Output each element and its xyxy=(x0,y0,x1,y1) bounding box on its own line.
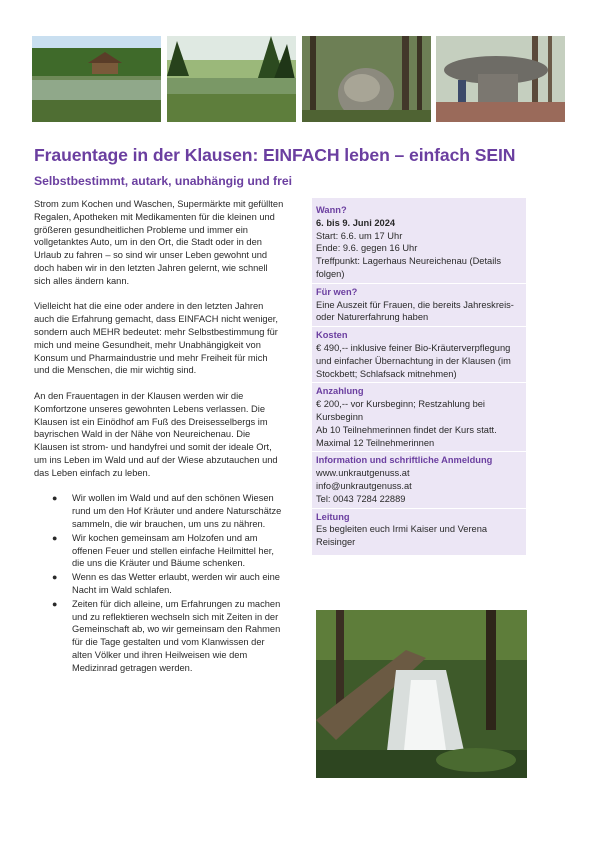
maximum-participants: Maximal 12 Teilnehmerinnen xyxy=(316,437,435,448)
list-item: ● Wir kochen gemeinsam am Holzofen und am offenen Feuer und stellen einfache Heilmittel her, die uns die Kräuter und Bäume schenken. xyxy=(52,532,274,569)
audience-text: Eine Auszeit für Frauen, die bereits Jahreskreis- oder Naturerfahrung haben xyxy=(316,299,514,323)
when-heading: Wann? xyxy=(316,205,347,215)
forest-pond-photo xyxy=(167,36,296,122)
minimum-participants: Ab 10 Teilnehmerinnen findet der Kurs statt. xyxy=(316,424,497,435)
deposit-text: € 200,-- vor Kursbeginn; Restzahlung bei Kursbeginn xyxy=(316,399,485,422)
header-photo-strip xyxy=(32,36,565,122)
intro-paragraph: Strom zum Kochen und Waschen, Supermärkte mit gefüllten Regalen, Apotheken mit Medikamenten für die kleinen und größeren gesundheitlichen Probleme und immer ein vollgetanktes Auto, um in den Ort, die Stadt oder in den Urlaub zu fahren – so sind wir unser Leben gewohnt und doch haben wir in den letzten Jahren gelernt, wie schnell sich alles ändern kann. xyxy=(34,199,284,286)
audience-section xyxy=(312,283,526,324)
audience-heading: Für wen? xyxy=(316,286,358,297)
rock-formation-photo xyxy=(436,36,565,122)
bullet-icon: ● xyxy=(52,598,58,609)
lake-farmhouse-photo xyxy=(32,36,161,122)
leaders-heading: Leitung xyxy=(316,511,350,522)
list-item: ● Wir wollen im Wald und auf den schönen Wiesen rund um den Hof Kräuter und andere Naturschätze sammeln, die wir brauchen, um uns zu nähren. xyxy=(52,493,282,529)
page-title: Frauentage in der Klausen: EINFACH leben – einfach SEIN xyxy=(34,145,516,165)
event-dates: 6. bis 9. Juni 2024 xyxy=(316,217,396,228)
website-link[interactable]: www.unkrautgenuss.at xyxy=(316,468,410,479)
start-time: Start: 6.6. um 17 Uhr xyxy=(316,230,403,241)
costs-section xyxy=(312,326,526,380)
info-box xyxy=(312,198,526,555)
bullet-icon: ● xyxy=(52,532,58,543)
boulder-forest-photo xyxy=(302,36,431,122)
meeting-point: Treffpunkt: Lagerhaus Neureichenau (Details folgen) xyxy=(316,256,502,279)
activity-list xyxy=(34,492,284,674)
leaders-text: Es begleiten euch Irmi Kaiser und Verena Reisinger xyxy=(316,524,488,548)
deposit-heading: Anzahlung xyxy=(316,386,364,397)
bullet-icon: ● xyxy=(52,493,58,504)
leaders-section xyxy=(312,508,526,549)
location-paragraph: An den Frauentagen in der Klausen werden wir die Komfortzone unseres gewohnten Lebens verlassen. Die Klausen ist ein Einödhof am Fuß des Dreisesselbergs im bayrischen Wald in der Nähe von Neureichenau. Die Klausen ist strom- und handyfrei und somit der ideale Ort, um ins Leben im Wald und auf der Wiese abzutauchen und das Leben einfach zu leben. xyxy=(34,390,278,478)
email-link[interactable]: info@unkrautgenuss.at xyxy=(316,480,412,491)
when-section xyxy=(312,204,526,281)
main-text-column xyxy=(34,198,284,675)
deposit-section xyxy=(312,382,526,449)
costs-heading: Kosten xyxy=(316,330,348,341)
waterfall-photo xyxy=(316,610,527,778)
registration-section xyxy=(312,451,526,505)
phone-number: Tel: 0043 7284 22889 xyxy=(316,493,406,504)
costs-text: € 490,-- inklusive feiner Bio-Kräuterverpflegung und einfacher Übernachtung in der Klausen (im Stockbett; Schlafsack mitnehmen) xyxy=(316,342,511,379)
bullet-icon: ● xyxy=(52,572,58,583)
list-item: ● Zeiten für dich alleine, um Erfahrungen zu machen und zu reflektieren wechseln sich mit Zeiten in der Gemeinschaft ab, wo wir gemeinsam den Rahmen für die Tage gestalten und vom Klanwissen der alten Völker und ihren Heilweisen wie dem Medizinrad getragen werden. xyxy=(52,598,281,673)
end-time: Ende: 9.6. gegen 16 Uhr xyxy=(316,243,418,254)
page-subtitle: Selbstbestimmt, autark, unabhängig und frei xyxy=(34,174,293,188)
more-paragraph: Vielleicht hat die eine oder andere in den letzten Jahren auch die Erfahrung gemacht, dass EINFACH nicht weniger, sondern auch MEHR bedeutet: mehr Selbstbestimmung für mich und meine Gesundheit, mehr Unabhängigkeit von Konsum und Pharmaindustrie und mehr Freiheit für mich und die Menschen, die mir wichtig sind. xyxy=(34,301,278,376)
registration-heading: Information und schriftliche Anmeldung xyxy=(316,455,493,466)
list-item: ● Wenn es das Wetter erlaubt, werden wir auch eine Nacht im Wald schlafen. xyxy=(52,572,280,595)
